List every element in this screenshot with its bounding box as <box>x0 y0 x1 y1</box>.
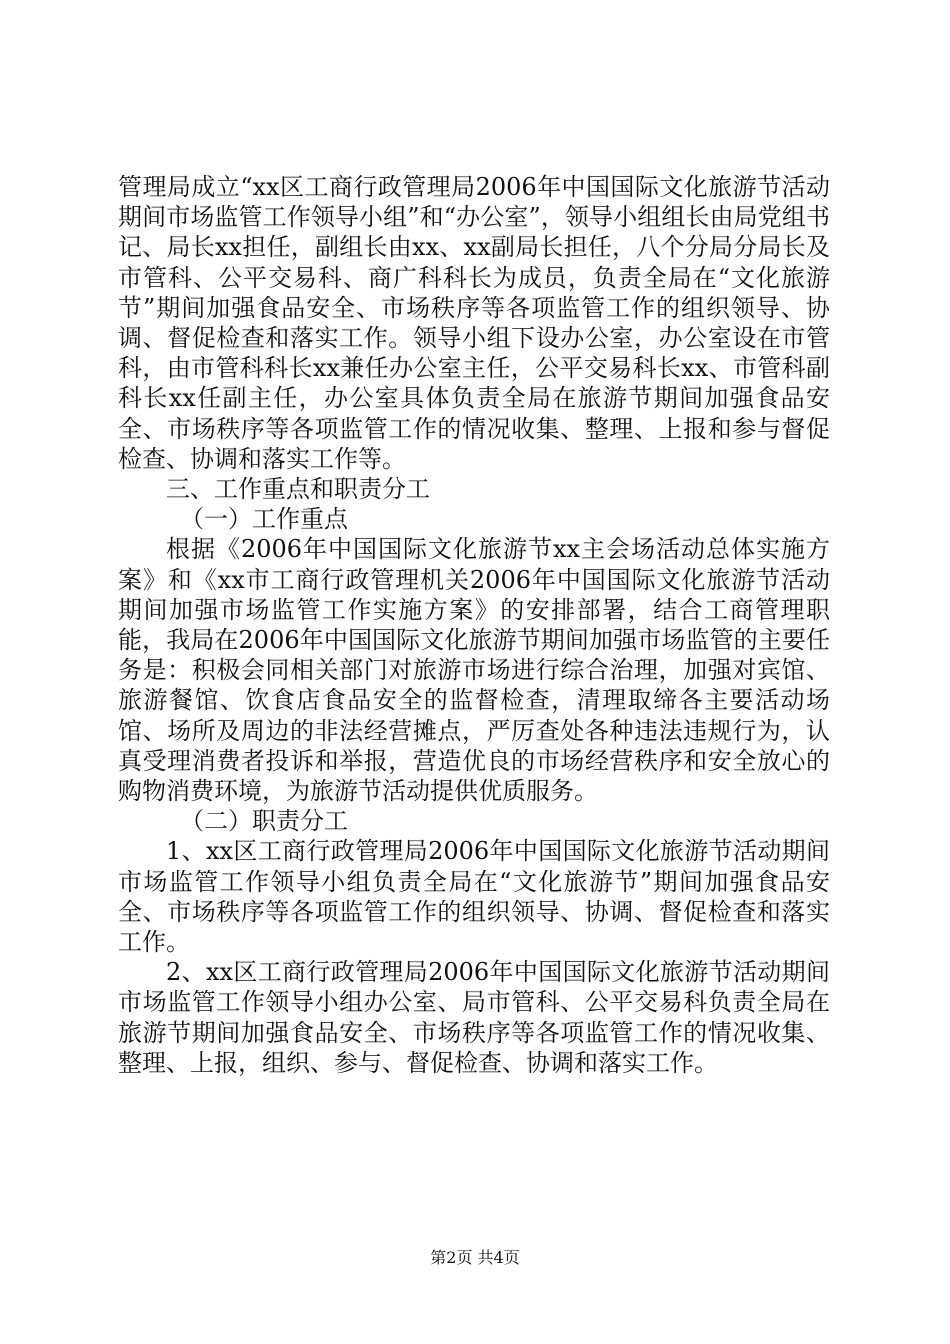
document-body <box>118 172 830 1078</box>
paragraph-duty-item-2: 2、xx区工商行政管理局2006年中国国际文化旅游节活动期间市场监管工作领导小组办公室、局市管科、公平交易科负责全局在旅游节期间加强食品安全、市场秩序等各项监管工作的情况收集、整理、上报，组织、参与、督促检查、协调和落实工作。 <box>118 958 830 1077</box>
section-heading-work-focus-and-duties: 三、工作重点和职责分工 <box>166 475 430 504</box>
subheading-work-focus: （一）工作重点 <box>180 505 348 534</box>
page-number-footer: 第2页 共4页 <box>430 1248 520 1267</box>
subheading-duty-division: （二）职责分工 <box>180 807 348 836</box>
paragraph-leadership-group: 管理局成立“xx区工商行政管理局2006年中国国际文化旅游节活动期间市场监管工作领导小组”和“办公室”，领导小组组长由局党组书记、局长xx担任，副组长由xx、xx副局长担任，八个分局分局长及市管科、公平交易科、商广科科长为成员，负责全局在“文化旅游节”期间加强食品安全、市场秩序等各项监管工作的组织领导、协调、督促检查和落实工作。领导小组下设办公室，办公室设在市管科，由市管科科长xx兼任办公室主任，公平交易科长xx、市管科副科长xx任副主任，办公室具体负责全局在旅游节期间加强食品安全、市场秩序等各项监管工作的情况收集、整理、上报和参与督促检查、协调和落实工作等。 <box>118 173 830 473</box>
paragraph-duty-item-1: 1、xx区工商行政管理局2006年中国国际文化旅游节活动期间市场监管工作领导小组负责全局在“文化旅游节”期间加强食品安全、市场秩序等各项监管工作的组织领导、协调、督促检查和落实工作。 <box>118 837 830 957</box>
paragraph-main-tasks: 根据《2006年中国国际文化旅游节xx主会场活动总体实施方案》和《xx市工商行政管理机关2006年中国国际文化旅游节活动期间加强市场监管工作实施方案》的安排部署，结合工商管理职能，我局在2006年中国国际文化旅游节期间加强市场监管的主要任务是：积极会同相关部门对旅游市场进行综合治理，加强对宾馆、旅游餐馆、饮食店食品安全的监督检查，清理取缔各主要活动场馆、场所及周边的非法经营摊点，严厉查处各种违法违规行为，认真受理消费者投诉和举报，营造优良的市场经营秩序和安全放心的购物消费环境，为旅游节活动提供优质服务。 <box>118 535 830 806</box>
